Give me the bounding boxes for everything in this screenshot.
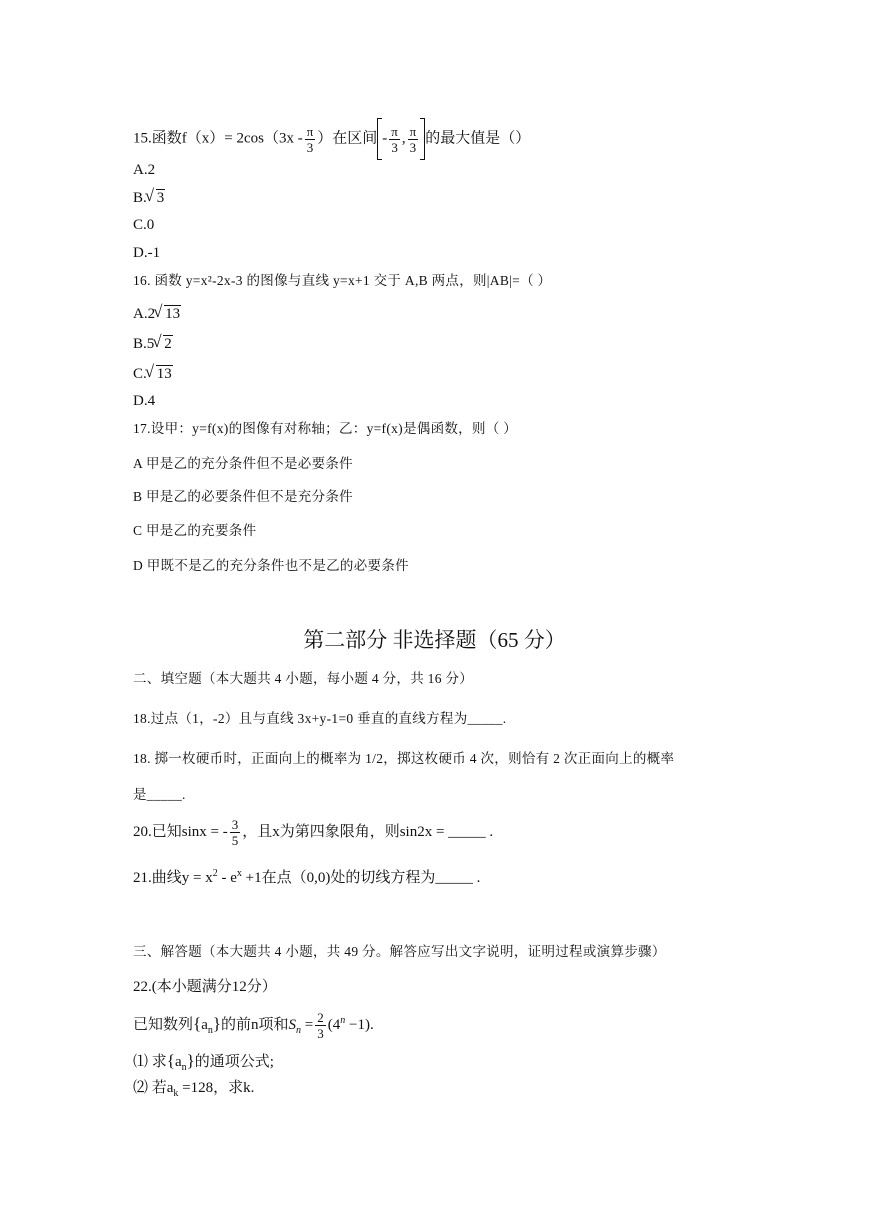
question-16-stem: 16. 函数 y=x²-2x-3 的图像与直线 y=x+1 交于 A,B 两点，则|AB|=（ ） bbox=[133, 273, 552, 288]
q16-option-a: A.2√ 13 bbox=[133, 304, 181, 324]
q22-fraction: $\frac{2}{3}$ bbox=[317, 1010, 324, 1042]
section-three-title: 三、解答题（本大题共 4 小题，共 49 分。解答应写出文字说明，证明过程或演算步骤） bbox=[133, 944, 666, 959]
q15-option-c: C.0 bbox=[133, 217, 155, 233]
q15-mid: ）在区间 bbox=[317, 130, 378, 147]
q15-prefix: 15.函数f（x）= 2cos（3x - bbox=[133, 130, 303, 147]
q15-option-d: D.-1 bbox=[133, 245, 161, 261]
question-22-stem: 已知数列$\{a_n\}$的前n项和$S_n$ = $\frac{2}{3}$ $(4^n -1)$. bbox=[133, 1010, 374, 1042]
q15-interval-right: $\frac{\pi}{3}$ bbox=[409, 123, 417, 155]
q17-option-a: A 甲是乙的充分条件但不是必要条件 bbox=[133, 456, 353, 471]
question-17-stem: 17.设甲：y=f(x)的图像有对称轴；乙：y=f(x)是偶函数，则（ ） bbox=[133, 421, 518, 436]
q15-option-a: A.2 bbox=[133, 162, 156, 178]
q15-option-b: B.√ 3 bbox=[133, 188, 165, 208]
q15-comma: , bbox=[401, 130, 406, 147]
question-22-part-1: ⑴ 求$\{a_n\}$的通项公式; bbox=[133, 1051, 274, 1073]
question-20: 20.已知sinx = - $\frac{3}{5}$ ，且x为第四象限角，则sin2x = _____ . bbox=[133, 817, 494, 849]
q17-option-d: D 甲既不是乙的充分条件也不是乙的必要条件 bbox=[133, 558, 409, 573]
part-two-heading: 第二部分 非选择题（65 分） bbox=[303, 628, 566, 652]
q15-pi-over-3: $\frac{\pi}{3}$ bbox=[306, 123, 314, 155]
section-two-title: 二、填空题（本大题共 4 小题，每小题 4 分，共 16 分） bbox=[133, 671, 474, 686]
question-18-probability-line1: 18. 掷一枚硬币时，正面向上的概率为 1/2，掷这枚硬币 4 次，则恰有 2 次正面向上的概率 bbox=[133, 751, 675, 766]
question-21: 21.曲线$y = x^2 - e^x +1$在点（0,0)处的切线方程为_____ . bbox=[133, 868, 481, 886]
question-15-stem bbox=[133, 118, 530, 160]
q16-option-c: C.√ 13 bbox=[133, 364, 173, 384]
question-18-fill: 18.过点（1，-2）且与直线 3x+y-1=0 垂直的直线方程为_____. bbox=[133, 711, 507, 726]
q17-option-b: B 甲是乙的必要条件但不是充分条件 bbox=[133, 489, 353, 504]
q17-option-c: C 甲是乙的充要条件 bbox=[133, 523, 257, 538]
q15-suffix: 的最大值是（） bbox=[425, 130, 531, 147]
q16-option-b: B.5√ 2 bbox=[133, 334, 173, 354]
question-22-part-2: ⑵ 若$a_k =128$，求k. bbox=[133, 1080, 255, 1099]
question-22-title: 22.(本小题满分12分） bbox=[133, 979, 277, 995]
q20-fraction: $\frac{3}{5}$ bbox=[231, 817, 239, 849]
question-18-probability-line2: 是_____. bbox=[133, 787, 186, 802]
q16-option-d: D.4 bbox=[133, 393, 156, 409]
q15-neg: - bbox=[382, 130, 388, 147]
q15-interval-left: $\frac{\pi}{3}$ bbox=[391, 123, 398, 155]
